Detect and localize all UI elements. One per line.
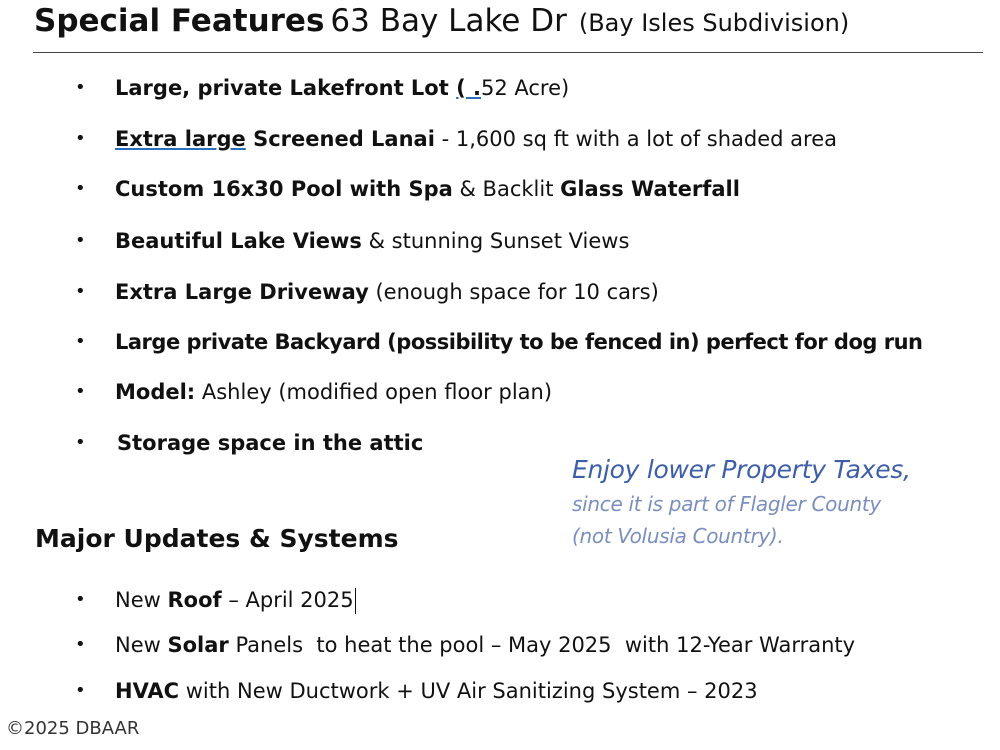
feature-views-rest: & stunning Sunset Views [361, 229, 630, 253]
title-divider [33, 52, 983, 53]
bullet-icon: • [75, 230, 86, 251]
feature-driveway-rest: (enough space for 10 cars) [368, 280, 659, 304]
feature-model-rest: Ashley (modified open floor plan) [195, 380, 553, 404]
update-solar-bold: Solar [167, 633, 229, 657]
feature-lot-rest: 52 Acre) [480, 76, 570, 100]
update-roof-pre: New [115, 588, 168, 612]
feature-lot-bold: Large, private Lakefront Lot [115, 76, 457, 100]
callout-line-2: since it is part of Flagler County [572, 492, 881, 516]
bullet-icon: • [75, 77, 86, 98]
text-cursor [355, 588, 356, 614]
property-address: 63 Bay Lake Dr [330, 3, 567, 39]
update-roof-post: – April 2025 [221, 588, 354, 612]
update-roof-bold: Roof [167, 588, 222, 612]
feature-pool-bold: Custom 16x30 Pool with Spa [115, 177, 453, 201]
subdivision-name: (Bay Isles Subdivision) [578, 9, 850, 37]
feature-pool-mid: & Backlit [452, 177, 561, 201]
update-hvac-post: with New Ductwork + UV Air Sanitizing System – 2023 [179, 679, 758, 703]
feature-driveway-bold: Extra Large Driveway [115, 280, 369, 304]
title-label: Special Features [34, 3, 325, 39]
tax-callout [572, 452, 911, 552]
feature-lot-link: ( . [456, 76, 481, 100]
bullet-icon: • [75, 281, 86, 302]
bullet-icon: • [75, 128, 86, 149]
bullet-icon: • [75, 331, 86, 352]
feature-backyard-bold: Large private Backyard (possibility to be fenced in) perfect for dog run [115, 330, 923, 354]
feature-lanai-underline: Extra large [115, 127, 246, 151]
section-title-updates: Major Updates & Systems [35, 524, 399, 553]
feature-lanai-rest: - 1,600 sq ft with a lot of shaded area [434, 127, 838, 151]
bullet-icon: • [75, 680, 86, 701]
feature-lanai-bold: Screened Lanai [245, 127, 435, 151]
page-title [34, 2, 849, 42]
feature-model-bold: Model: [115, 380, 196, 404]
bullet-icon: • [75, 589, 86, 610]
callout-line-1: Enjoy lower Property Taxes, [572, 455, 911, 484]
update-solar-post: Panels to heat the pool – May 2025 with 12-Year Warranty [228, 633, 856, 657]
feature-pool-bold2: Glass Waterfall [560, 177, 740, 201]
bullet-icon: • [75, 432, 86, 453]
bullet-icon: • [75, 178, 86, 199]
bullet-icon: • [75, 381, 86, 402]
bullet-icon: • [75, 634, 86, 655]
feature-views-bold: Beautiful Lake Views [115, 229, 362, 253]
update-solar-pre: New [115, 633, 168, 657]
feature-storage-bold: Storage space in the attic [117, 431, 424, 455]
update-hvac-bold: HVAC [115, 679, 180, 703]
copyright-watermark: ©2025 DBAAR [6, 718, 140, 739]
callout-line-3: (not Volusia Country). [572, 524, 784, 548]
